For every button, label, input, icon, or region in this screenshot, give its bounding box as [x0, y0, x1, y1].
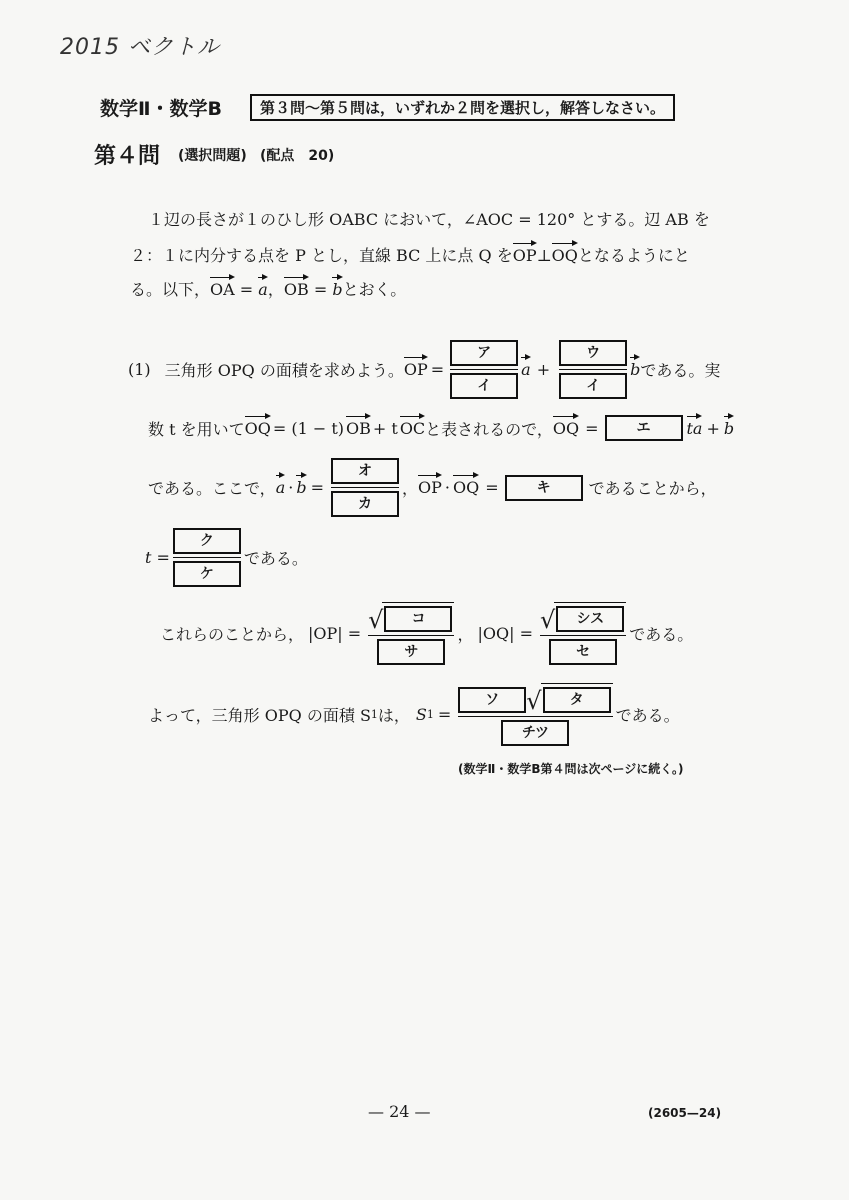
answer-box-chitsu[interactable]: チツ [501, 720, 569, 746]
answer-box-o[interactable]: オ [331, 458, 399, 484]
part1-line-3: である。ここで， a · b = $\frac{\text{オ}}{\text{カ}}$ ， OP · OQ = キ であることから， [148, 458, 717, 517]
answer-box-ku[interactable]: ク [173, 528, 241, 554]
part1-line-1: (1) 三角形 OPQ の面積を求めよう。 OP = $\frac{\text{ア}}{\text{イ}}$ a + $\frac{\text{ウ}}{\text{イ}}$ b である。実 [128, 340, 720, 399]
page-number: — 24 — [368, 1102, 431, 1121]
problem-title: 第４問 [94, 144, 161, 169]
answer-box-shisu[interactable]: シス [556, 606, 624, 632]
part1-line-5: これらのことから， |OP| = √ コ サ ， |OQ| = √ シス セ である。 [160, 602, 693, 665]
intro-line-3: る。以下，OA = a，OB = bとおく。 [130, 280, 407, 299]
answer-box-ko[interactable]: コ [384, 606, 452, 632]
part1-line-4: t = $\frac{\text{ク}}{\text{ケ}}$ である。 [145, 528, 308, 587]
answer-box-ki[interactable]: キ [505, 475, 583, 501]
document-code: (2605—24) [648, 1106, 722, 1120]
answer-box-i-2[interactable]: イ [559, 373, 627, 399]
continued-note: (数学Ⅱ・数学B第４問は次ページに続く。) [458, 762, 684, 776]
answer-box-i[interactable]: イ [450, 373, 518, 399]
answer-box-u[interactable]: ウ [559, 340, 627, 366]
answer-box-sa[interactable]: サ [377, 639, 445, 665]
instruction-banner: 第３問〜第５問は，いずれか２問を選択し，解答しなさい。 [250, 94, 675, 121]
answer-box-se[interactable]: セ [549, 639, 617, 665]
answer-box-so[interactable]: ソ [458, 687, 526, 713]
part1-line-2: 数 t を用いて OQ = (1 − t) OB + t OC と表されるので， OQ = エ ta + b [148, 415, 734, 441]
problem-type: (選択問題) [178, 148, 247, 164]
intro-line-1: １辺の長さが１のひし形 OABC において，∠AOC = 120° とする。辺 AB を [148, 210, 710, 229]
subject-label: 数学Ⅱ・数学B [100, 98, 222, 120]
answer-box-a[interactable]: ア [450, 340, 518, 366]
answer-box-ka[interactable]: カ [331, 491, 399, 517]
answer-box-ke[interactable]: ケ [173, 561, 241, 587]
part1-line-6: よって，三角形 OPQ の面積 S 1 は， S 1 = ソ √ タ チツ である。 [148, 683, 680, 746]
problem-points: (配点 20) [260, 148, 335, 164]
intro-line-2: ２：１に内分する点を P とし，直線 BC 上に点 Q をOP⊥OQとなるようにと [130, 246, 690, 265]
answer-box-ta[interactable]: タ [543, 687, 611, 713]
answer-box-e[interactable]: エ [605, 415, 683, 441]
handwritten-note: 2015 ベクトル [60, 35, 220, 60]
